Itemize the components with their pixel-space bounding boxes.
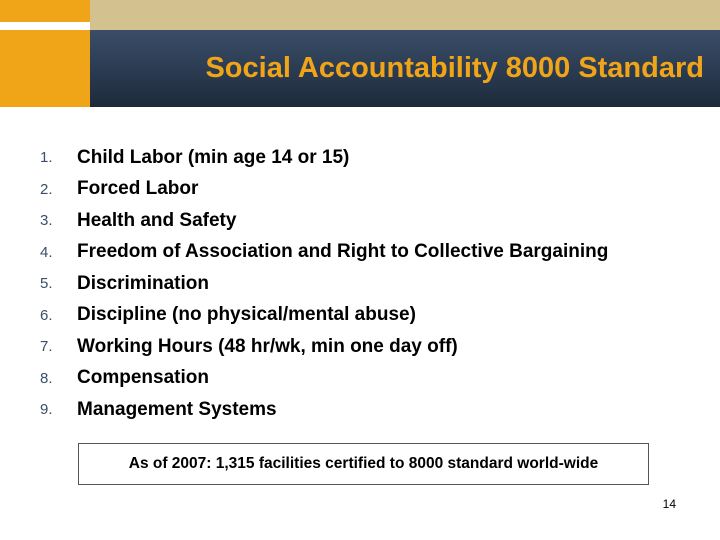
top-decorative-band: [0, 0, 720, 30]
list-item: [40, 142, 608, 174]
list-item: [40, 174, 608, 206]
list-item-label: Discrimination: [77, 272, 209, 294]
list-item-number: 4.: [40, 243, 53, 261]
list-item-label: Freedom of Association and Right to Collective Bargaining: [77, 241, 609, 263]
list-item-number: 2.: [40, 180, 53, 198]
certification-note-box: [78, 443, 649, 485]
list-item: [40, 268, 608, 300]
list-item-label: Discipline (no physical/mental abuse): [77, 304, 416, 326]
list-item-label: Management Systems: [77, 398, 277, 420]
list-item: [40, 237, 608, 269]
list-item-number: 1.: [40, 149, 53, 167]
list-item: [40, 331, 608, 363]
list-item: [40, 300, 608, 332]
list-item: [40, 394, 608, 426]
list-item-number: 5.: [40, 275, 53, 293]
list-item-number: 6.: [40, 306, 53, 324]
standards-list: [40, 142, 608, 426]
list-item-number: 9.: [40, 401, 53, 419]
slide-title: Social Accountability 8000 Standard: [205, 52, 704, 84]
list-item-label: Health and Safety: [77, 209, 237, 231]
list-item-number: 3.: [40, 212, 53, 230]
title-bar: [90, 30, 720, 107]
certification-note-text: As of 2007: 1,315 facilities certified to 8000 standard world-wide: [128, 455, 599, 472]
list-item-label: Child Labor (min age 14 or 15): [77, 146, 350, 168]
list-item-number: 8.: [40, 369, 53, 387]
list-item-label: Working Hours (48 hr/wk, min one day off): [77, 335, 458, 357]
list-item: [40, 363, 608, 395]
left-accent-bar: [0, 30, 90, 107]
page-number: 14: [662, 497, 676, 511]
list-item-label: Forced Labor: [77, 178, 199, 200]
list-item-number: 7.: [40, 338, 53, 356]
corner-accent-block: [0, 0, 90, 22]
corner-divider: [0, 22, 90, 30]
list-item: [40, 205, 608, 237]
list-item-label: Compensation: [77, 367, 209, 389]
